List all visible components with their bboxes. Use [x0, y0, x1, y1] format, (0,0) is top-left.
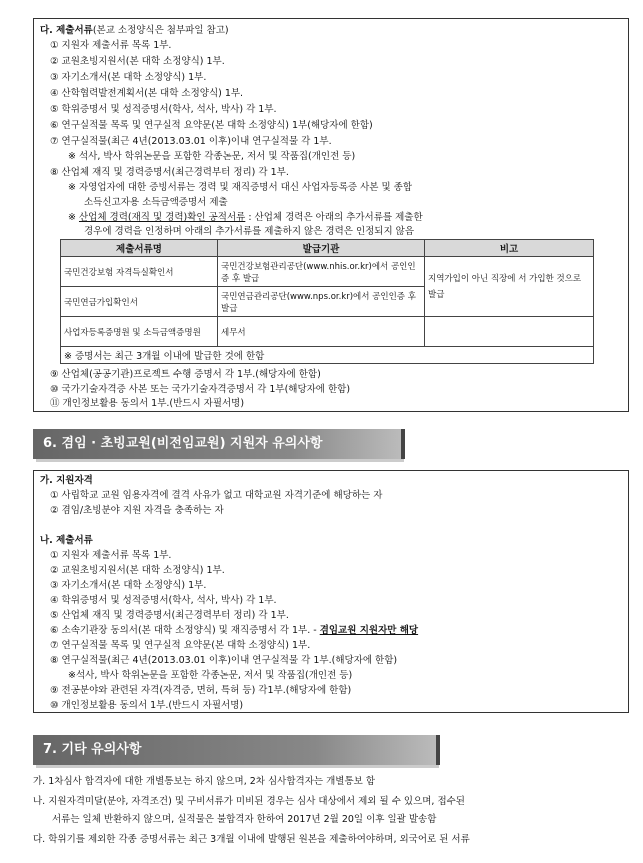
- adjunct-only-note: 겸임교원 지원자만 해당: [319, 625, 419, 636]
- documents-heading: 다. 제출서류(본교 소정양식은 첨부파일 참고): [40, 25, 229, 36]
- section-6-title: 6. 겸임 · 초빙교원(비전임교원) 지원자 유의사항: [33, 429, 401, 459]
- career-note-rest: : 산업체 경력은 아래의 추가서류를 제출한: [245, 212, 423, 223]
- table-cell-issuer: 세무서: [218, 317, 425, 347]
- list-item: ④ 산학협력발전계획서(본 대학 소정양식) 1부.: [50, 88, 244, 99]
- notice-line: 나. 지원자격미달(분야, 자격조건) 및 구비서류가 미비된 경우는 심사 대상에서 제외 될 수 있으며, 접수된: [33, 796, 465, 807]
- table-header: 제출서류명: [61, 240, 218, 257]
- list-item: ① 지원자 제출서류 목록 1부.: [50, 550, 172, 561]
- list-item-note: 소득신고자용 소득금액증명서 제출: [84, 197, 228, 208]
- list-item: ⑤ 학위증명서 및 성적증명서(학사, 석사, 박사) 각 1부.: [50, 104, 277, 115]
- documents-heading-bold: 제출서류: [56, 25, 93, 36]
- qualification-heading: 가. 지원자격: [40, 475, 93, 486]
- list-item: ② 교원초빙지원서(본 대학 소정양식) 1부.: [50, 56, 225, 67]
- career-note-underlined: 산업체 경력(재직 및 경력)확인 공적서류: [78, 212, 246, 223]
- career-documents-table: [60, 239, 594, 364]
- list-item: ④ 학위증명서 및 성적증명서(학사, 석사, 박사) 각 1부.: [50, 595, 277, 606]
- table-cell-issuer: 국민연금관리공단(www.nps.or.kr)에서 공인인증 후 발급: [218, 287, 425, 317]
- list-item: ⑩ 국가기술자격증 사본 또는 국가기술자격증명서 각 1부(해당자에 한함): [50, 384, 351, 395]
- list-item: ① 지원자 제출서류 목록 1부.: [50, 40, 172, 51]
- submission-heading: 나. 제출서류: [40, 535, 93, 546]
- list-item: ⑩ 개인정보활용 동의서 1부.(반드시 자필서명): [50, 700, 244, 711]
- list-item: ③ 자기소개서(본 대학 소정양식) 1부.: [50, 72, 207, 83]
- table-cell-doc: 국민건강보험 자격득실확인서: [61, 257, 218, 287]
- list-item-note: ※ 자영업자에 대한 증빙서류는 경력 및 재직증명서 대신 사업자등록증 사본 및 종합: [68, 182, 413, 193]
- table-cell-issuer: 국민건강보험관리공단(www.nhis.or.kr)에서 공인인증 후 발급: [218, 257, 425, 287]
- table-cell-doc: 사업자등록증명원 및 소득금액증명원: [61, 317, 218, 347]
- career-note-line2: 경우에 경력을 인정하며 아래의 추가서류를 제출하지 않은 경력은 인정되지 않음: [84, 226, 415, 237]
- list-item: ⑨ 전공분야와 관련된 자격(자격증, 면허, 특허 등) 각1부.(해당자에 한함): [50, 685, 352, 696]
- table-cell-doc: 국민연금가입확인서: [61, 287, 218, 317]
- list-item: ⑦ 연구실적물(최근 4년(2013.03.01 이후)이내 연구실적물 각 1부.: [50, 136, 332, 147]
- list-item: ⑥ 연구실적물 목록 및 연구실적 요약문(본 대학 소정양식) 1부(해당자에 한함): [50, 120, 373, 131]
- table-cell-remark: 지역가입이 아닌 직장에 서 가입한 것으로 발급: [425, 257, 594, 317]
- career-note: ※ 산업체 경력(재직 및 경력)확인 공적서류 : 산업체 경력은 아래의 추가서류를 제출한: [68, 212, 423, 223]
- list-item: ② 겸임/초빙분야 지원 자격을 충족하는 자: [50, 505, 224, 516]
- list-item: ③ 자기소개서(본 대학 소정양식) 1부.: [50, 580, 207, 591]
- list-item: ⑧ 산업체 재직 및 경력증명서(최근경력부터 정리) 각 1부.: [50, 167, 289, 178]
- list-item-note: ※ 석사, 박사 학위논문을 포함한 각종논문, 저서 및 작품집(개인전 등): [68, 151, 356, 162]
- list-item: ① 사립학교 교원 임용자격에 결격 사유가 없고 대학교원 자격기준에 해당하는 자: [50, 490, 383, 501]
- table-header: 발급기관: [218, 240, 425, 257]
- notice-line: 다. 학위기를 제외한 각종 증명서류는 최근 3개월 이내에 발행된 원본을 제출하여야하며, 외국어로 된 서류: [33, 834, 470, 845]
- list-item-note: ※석사, 박사 학위논문을 포함한 각종논문, 저서 및 작품집(개인전 등): [68, 670, 353, 681]
- documents-heading-rest: (본교 소정양식은 첨부파일 참고): [92, 25, 229, 36]
- list-item: ⑤ 산업체 재직 및 경력증명서(최근경력부터 정리) 각 1부.: [50, 610, 289, 621]
- list-item: ② 교원초빙지원서(본 대학 소정양식) 1부.: [50, 565, 225, 576]
- table-header: 비고: [425, 240, 594, 257]
- table-cell-empty: [425, 317, 594, 347]
- list-item: ⑦ 연구실적물 목록 및 연구실적 요약문(본 대학 소정양식) 1부.: [50, 640, 311, 651]
- notice-line: 가. 1차심사 합격자에 대한 개별통보는 하지 않으며, 2차 심사합격자는 개별통보 함: [33, 776, 375, 787]
- list-item: ⑧ 연구실적물(최근 4년(2013.03.01 이후)이내 연구실적물 각 1부.(해당자에 한함): [50, 655, 398, 666]
- table-footer: ※ 증명서는 최근 3개월 이내에 발급한 것에 한함: [61, 347, 594, 364]
- list-item: ⑥ 소속기관장 동의서(본 대학 소정양식) 및 재직증명서 각 1부. - 겸임교원 지원자만 해당: [50, 625, 419, 636]
- list-item: ⑪ 개인정보활용 동의서 1부.(반드시 자필서명): [50, 398, 245, 409]
- section-7-title: 7. 기타 유의사항: [33, 735, 436, 765]
- notice-line: 서류는 일체 반환하지 않으며, 실적물은 불합격자 한하여 2017년 2월 20일 이후 일괄 발송함: [52, 814, 437, 825]
- list-item: ⑨ 산업체(공공기관)프로젝트 수행 증명서 각 1부.(해당자에 한함): [50, 369, 321, 380]
